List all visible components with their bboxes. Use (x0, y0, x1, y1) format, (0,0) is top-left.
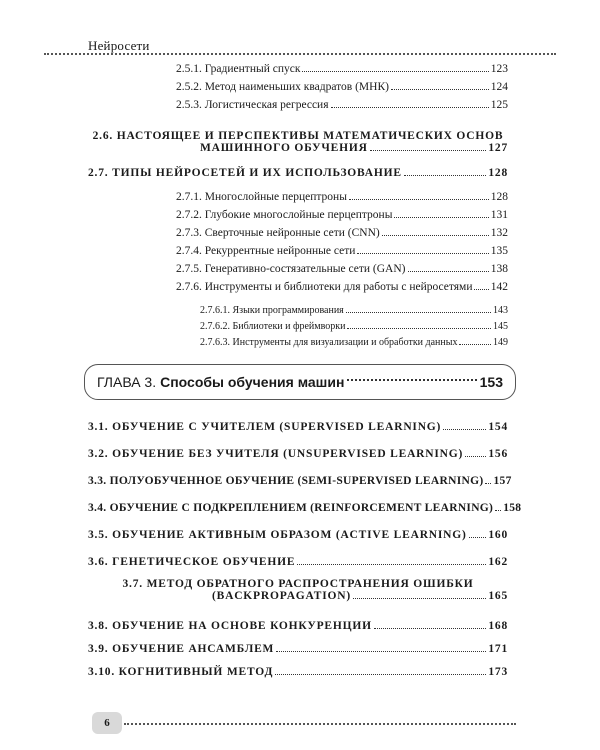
toc-section-3-7[interactable] (88, 578, 508, 602)
toc-label: 2.7.6.1. Языки программирования (200, 305, 344, 316)
dot-leader (465, 456, 486, 457)
dot-leader (347, 379, 476, 381)
toc-page: 162 (488, 556, 508, 568)
dot-leader (349, 199, 489, 200)
toc-entry-2-7-2[interactable] (176, 209, 508, 221)
toc-label-line1: 2.6. НАСТОЯЩЕЕ И ПЕРСПЕКТИВЫ МАТЕМАТИЧЕСКИХ ОСНОВ (92, 130, 504, 142)
toc-entry-2-7-4[interactable] (176, 245, 508, 257)
toc-section-3-4[interactable] (88, 502, 522, 514)
toc-entry-2-7-6-3[interactable] (200, 337, 508, 348)
toc-entry-2-7-6-2[interactable] (200, 321, 508, 332)
toc-section-2-6[interactable] (88, 130, 508, 154)
toc-label: 2.7.3. Сверточные нейронные сети (CNN) (176, 227, 380, 239)
dot-leader (346, 312, 491, 313)
toc-label: 3.1. ОБУЧЕНИЕ С УЧИТЕЛЕМ (SUPERVISED LEARNING) (88, 421, 442, 433)
dot-leader (370, 150, 487, 151)
toc-page: 173 (488, 666, 508, 678)
dot-leader (275, 674, 486, 675)
toc-entry-2-5-1[interactable] (176, 63, 508, 75)
toc-label-line2: (BACKPROPAGATION) (212, 590, 352, 602)
toc-page: 154 (488, 421, 508, 433)
toc-label: 2.7.6.2. Библиотеки и фреймворки (200, 321, 346, 332)
dot-leader (353, 598, 486, 599)
toc-page: 123 (490, 63, 508, 75)
dot-leader (382, 235, 489, 236)
toc-section-3-6[interactable] (88, 556, 508, 568)
chapter-3-heading[interactable] (84, 364, 516, 400)
dot-leader (391, 89, 489, 90)
chapter-page: 153 (479, 374, 503, 390)
toc-page: 143 (493, 305, 508, 316)
toc-label: 3.2. ОБУЧЕНИЕ БЕЗ УЧИТЕЛЯ (UNSUPERVISED LEARNING) (88, 448, 464, 460)
toc-section-3-1[interactable] (88, 421, 508, 433)
toc-label: 2.7.6.3. Инструменты для визуализации и обработки данных (200, 337, 458, 348)
header-dotted-rule (44, 53, 556, 55)
toc-label: 2.7.6. Инструменты и библиотеки для работы с нейросетями (176, 281, 473, 293)
toc-section-3-9[interactable] (88, 643, 508, 655)
dot-leader (459, 344, 491, 345)
toc-page: 128 (488, 167, 508, 179)
toc-page: 142 (490, 281, 508, 293)
dot-leader (394, 217, 488, 218)
footer-dotted-rule (124, 723, 516, 725)
page-number-badge: 6 (92, 712, 122, 734)
toc-label-line1: 3.7. МЕТОД ОБРАТНОГО РАСПРОСТРАНЕНИЯ ОШИБКИ (122, 578, 474, 590)
toc-label: 3.6. ГЕНЕТИЧЕСКОЕ ОБУЧЕНИЕ (88, 556, 296, 568)
dot-leader (374, 628, 487, 629)
dot-leader (408, 271, 489, 272)
dot-leader (302, 71, 488, 72)
toc-page: 160 (488, 529, 508, 541)
dot-leader (276, 651, 486, 652)
toc-section-2-7[interactable] (88, 167, 508, 179)
dot-leader (474, 289, 488, 290)
dot-leader (331, 107, 489, 108)
toc-page: 165 (488, 590, 508, 602)
toc-label: 3.9. ОБУЧЕНИЕ АНСАМБЛЕМ (88, 643, 275, 655)
toc-entry-2-7-3[interactable] (176, 227, 508, 239)
toc-label: 2.7.1. Многослойные перцептроны (176, 191, 347, 203)
toc-page: 127 (488, 142, 508, 154)
dot-leader (297, 564, 486, 565)
toc-page: 157 (493, 475, 512, 487)
toc-page: 132 (490, 227, 508, 239)
toc-section-3-2[interactable] (88, 448, 508, 460)
toc-section-3-10[interactable] (88, 666, 508, 678)
toc-entry-2-7-1[interactable] (176, 191, 508, 203)
toc-label: 2.5.2. Метод наименьших квадратов (МНК) (176, 81, 389, 93)
toc-label: 3.10. КОГНИТИВНЫЙ МЕТОД (88, 666, 274, 678)
toc-section-3-8[interactable] (88, 620, 508, 632)
toc-label: 2.5.1. Градиентный спуск (176, 63, 301, 75)
toc-page: 158 (503, 502, 522, 514)
toc-page: 145 (493, 321, 508, 332)
chapter-title: Способы обучения машин (160, 374, 345, 390)
chapter-prefix: ГЛАВА 3. (97, 374, 157, 390)
toc-page: 156 (488, 448, 508, 460)
toc-label: 3.5. ОБУЧЕНИЕ АКТИВНЫМ ОБРАЗОМ (ACTIVE LEARNING) (88, 529, 467, 541)
toc-page: 135 (490, 245, 508, 257)
toc-entry-2-5-3[interactable] (176, 99, 508, 111)
toc-page: 138 (490, 263, 508, 275)
dot-leader (495, 510, 501, 511)
toc-page: 124 (490, 81, 508, 93)
dot-leader (404, 175, 486, 176)
toc-label: 2.7. ТИПЫ НЕЙРОСЕТЕЙ И ИХ ИСПОЛЬЗОВАНИЕ (88, 167, 402, 179)
toc-label-line2: МАШИННОГО ОБУЧЕНИЯ (200, 142, 368, 154)
dot-leader (347, 328, 491, 329)
dot-leader (485, 483, 491, 484)
toc-section-3-3[interactable] (88, 475, 512, 487)
page-header-title: Нейросети (88, 38, 150, 53)
dot-leader (443, 429, 486, 430)
toc-entry-2-7-5[interactable] (176, 263, 508, 275)
toc-section-3-5[interactable] (88, 529, 508, 541)
toc-label: 3.8. ОБУЧЕНИЕ НА ОСНОВЕ КОНКУРЕНЦИИ (88, 620, 372, 632)
toc-entry-2-7-6[interactable] (176, 281, 508, 293)
toc-entry-2-5-2[interactable] (176, 81, 508, 93)
toc-label: 2.7.5. Генеративно-состязательные сети (GAN) (176, 263, 406, 275)
toc-page: 125 (490, 99, 508, 111)
toc-page: 149 (493, 337, 508, 348)
toc-label: 2.7.2. Глубокие многослойные перцептроны (176, 209, 393, 221)
toc-page: 131 (490, 209, 508, 221)
toc-label: 3.3. ПОЛУОБУЧЕННОЕ ОБУЧЕНИЕ (SEMI-SUPERVISED LEARNING) (88, 475, 484, 487)
dot-leader (357, 253, 488, 254)
dot-leader (469, 537, 487, 538)
toc-page: 171 (488, 643, 508, 655)
toc-label: 3.4. ОБУЧЕНИЕ С ПОДКРЕПЛЕНИЕМ (REINFORCEMENT LEARNING) (88, 502, 494, 514)
toc-page: 128 (490, 191, 508, 203)
toc-page: 168 (488, 620, 508, 632)
toc-label: 2.7.4. Рекуррентные нейронные сети (176, 245, 356, 257)
toc-label: 2.5.3. Логистическая регрессия (176, 99, 329, 111)
toc-entry-2-7-6-1[interactable] (200, 305, 508, 316)
